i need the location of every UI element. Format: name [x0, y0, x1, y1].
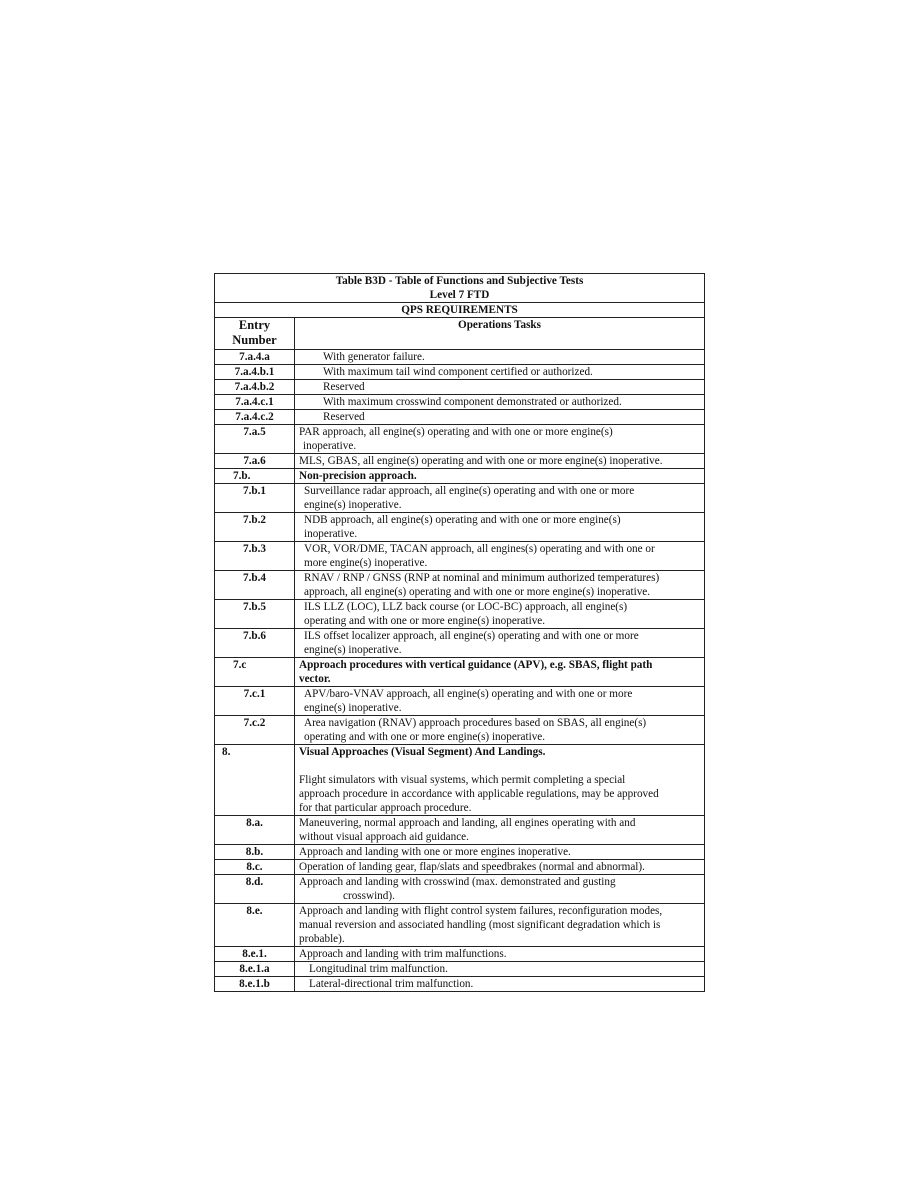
- task-description: Area navigation (RNAV) approach procedures based on SBAS, all engine(s) operating and with one or more engine(s) inoperative.: [295, 716, 705, 745]
- table-row: [215, 658, 705, 687]
- task-description: Approach and landing with flight control system failures, reconfiguration modes, manual reversion and associated handling (most significant degradation which is probable).: [295, 904, 705, 947]
- entry-number: 8.b.: [215, 845, 295, 860]
- table-row: [215, 380, 705, 395]
- table-row: [215, 395, 705, 410]
- task-description: MLS, GBAS, all engine(s) operating and with one or more engine(s) inoperative.: [295, 454, 705, 469]
- entry-number: 8.e.1.: [215, 947, 295, 962]
- functions-subjective-tests-table: [214, 273, 705, 992]
- entry-number: 7.a.4.c.1: [215, 395, 295, 410]
- task-description: Lateral-directional trim malfunction.: [295, 977, 705, 992]
- entry-number: 7.c.1: [215, 687, 295, 716]
- table-row: [215, 454, 705, 469]
- visual-systems-note: Flight simulators with visual systems, which permit completing a special approach procedure in accordance with applicable regulations, may be approved for that particular approach procedure.: [299, 774, 659, 814]
- task-description: Approach and landing with crosswind (max. demonstrated and gusting crosswind).: [295, 875, 705, 904]
- task-description: Maneuvering, normal approach and landing, all engines operating with and without visual approach aid guidance.: [295, 816, 705, 845]
- entry-number-header: Entry Number: [215, 318, 295, 350]
- entry-number: 8.e.1.a: [215, 962, 295, 977]
- task-description: Approach and landing with one or more engines inoperative.: [295, 845, 705, 860]
- entry-number: 7.a.4.b.2: [215, 380, 295, 395]
- table-row: [215, 410, 705, 425]
- entry-number: 7.a.4.a: [215, 350, 295, 365]
- table-row: [215, 600, 705, 629]
- entry-number: 8.e.1.b: [215, 977, 295, 992]
- table-row: [215, 716, 705, 745]
- task-description: VOR, VOR/DME, TACAN approach, all engines(s) operating and with one or more engine(s) inoperative.: [295, 542, 705, 571]
- entry-number: 7.b.2: [215, 513, 295, 542]
- entry-number: 7.b.1: [215, 484, 295, 513]
- task-description: Non-precision approach.: [295, 469, 705, 484]
- table-row: [215, 845, 705, 860]
- task-description: Longitudinal trim malfunction.: [295, 962, 705, 977]
- entry-number: 8.c.: [215, 860, 295, 875]
- task-description: ILS LLZ (LOC), LLZ back course (or LOC-BC) approach, all engine(s) operating and with one or more engine(s) inoperative.: [295, 600, 705, 629]
- table-row: [215, 745, 705, 816]
- entry-number: 7.b.: [215, 469, 295, 484]
- task-description: ILS offset localizer approach, all engine(s) operating and with one or more engine(s) inoperative.: [295, 629, 705, 658]
- task-description: Surveillance radar approach, all engine(s) operating and with one or more engine(s) inoperative.: [295, 484, 705, 513]
- entry-number: 7.b.4: [215, 571, 295, 600]
- table-header-title-row: [215, 274, 705, 303]
- task-description: RNAV / RNP / GNSS (RNP at nominal and minimum authorized temperatures) approach, all engine(s) operating and with one or more engine(s) inoperative.: [295, 571, 705, 600]
- entry-number: 7.c.2: [215, 716, 295, 745]
- table-row: [215, 469, 705, 484]
- column-header-row: [215, 318, 705, 350]
- table-row: [215, 977, 705, 992]
- table-row: [215, 365, 705, 380]
- task-description: With maximum crosswind component demonstrated or authorized.: [295, 395, 705, 410]
- operations-tasks-header: Operations Tasks: [295, 318, 705, 350]
- entry-number: 8.: [215, 745, 295, 816]
- table-title: Table B3D - Table of Functions and Subjective Tests Level 7 FTD: [215, 274, 705, 303]
- table-row: [215, 860, 705, 875]
- entry-number: 7.b.6: [215, 629, 295, 658]
- entry-number: 7.b.5: [215, 600, 295, 629]
- table-row: [215, 484, 705, 513]
- table-row: [215, 571, 705, 600]
- entry-number: 7.c: [215, 658, 295, 687]
- table-row: [215, 875, 705, 904]
- entry-number: 7.a.4.c.2: [215, 410, 295, 425]
- task-description: PAR approach, all engine(s) operating and with one or more engine(s) inoperative.: [295, 425, 705, 454]
- table-row: [215, 947, 705, 962]
- task-description: Operation of landing gear, flap/slats and speedbrakes (normal and abnormal).: [295, 860, 705, 875]
- section-row: [215, 303, 705, 318]
- task-description: With maximum tail wind component certified or authorized.: [295, 365, 705, 380]
- table-row: [215, 513, 705, 542]
- task-description: With generator failure.: [295, 350, 705, 365]
- table-row: [215, 425, 705, 454]
- table-subtitle: Level 7 FTD: [429, 289, 490, 301]
- entry-number: 8.d.: [215, 875, 295, 904]
- task-description: Approach and landing with trim malfunctions.: [295, 947, 705, 962]
- task-description: Approach procedures with vertical guidance (APV), e.g. SBAS, flight path vector.: [295, 658, 705, 687]
- table-row: [215, 629, 705, 658]
- table-row: [215, 816, 705, 845]
- task-description: NDB approach, all engine(s) operating and with one or more engine(s) inoperative.: [295, 513, 705, 542]
- table-row: [215, 542, 705, 571]
- table-row: [215, 687, 705, 716]
- table-row: [215, 904, 705, 947]
- entry-number: 7.a.4.b.1: [215, 365, 295, 380]
- task-description: Reserved: [295, 380, 705, 395]
- task-description: Visual Approaches (Visual Segment) And Landings. Flight simulators with visual systems, which permit completing a special approach procedure in accordance with applicable regulations, may be approved for that particular approach procedure.: [295, 745, 705, 816]
- entry-number: 7.b.3: [215, 542, 295, 571]
- entry-number: 7.a.5: [215, 425, 295, 454]
- table-row: [215, 962, 705, 977]
- task-description: Reserved: [295, 410, 705, 425]
- entry-number: 8.a.: [215, 816, 295, 845]
- table-row: [215, 350, 705, 365]
- entry-number: 8.e.: [215, 904, 295, 947]
- section-title: QPS REQUIREMENTS: [215, 303, 705, 318]
- task-description: APV/baro-VNAV approach, all engine(s) operating and with one or more engine(s) inoperative.: [295, 687, 705, 716]
- entry-number: 7.a.6: [215, 454, 295, 469]
